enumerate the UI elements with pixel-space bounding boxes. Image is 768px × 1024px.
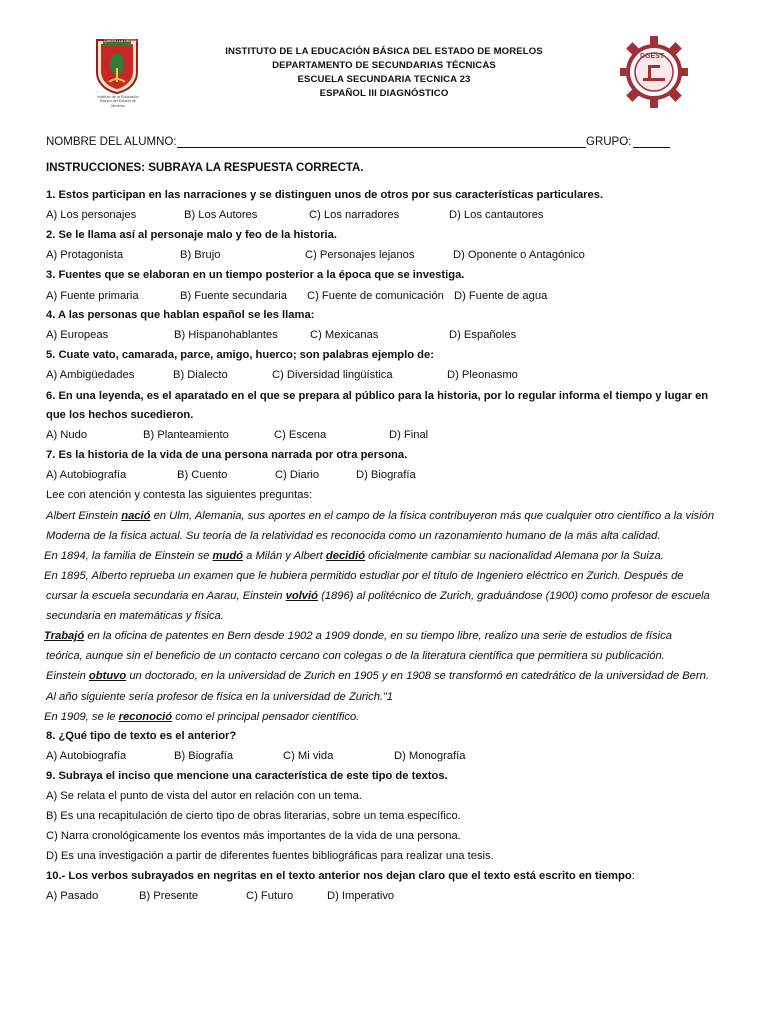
question-6-continued: que los hechos sucedieron. (46, 409, 194, 421)
q4-option-d[interactable]: D) Españoles (449, 329, 517, 341)
q6-option-a[interactable]: A) Nudo (46, 429, 88, 441)
q7-option-d[interactable]: D) Biografía (356, 469, 416, 481)
underlined-verb: reconoció (118, 711, 173, 723)
name-field[interactable] (177, 147, 586, 148)
q10-option-a[interactable]: A) Pasado (46, 890, 99, 902)
institute-title: INSTITUTO DE LA EDUCACIÓN BÁSICA DEL ESTADO DE MORELOS (225, 46, 543, 57)
q4-option-b[interactable]: B) Hispanohablantes (174, 329, 278, 341)
q6-option-c[interactable]: C) Escena (274, 429, 327, 441)
reading-line-11: En 1909, se le reconoció como el principal pensador científico. (44, 711, 360, 723)
question-9: 9. Subraya el inciso que mencione una característica de este tipo de textos. (46, 770, 448, 782)
reading-line-2: Moderna de la física actual. Su teoría de la relatividad es reconocida como un razonamiento humano de la más alta calidad. (46, 530, 661, 542)
question-3: 3. Fuentes que se elaboran en un tiempo posterior a la época que se investiga. (46, 269, 465, 281)
underlined-verb: decidió (325, 550, 366, 562)
reading-line-3: En 1894, la familia de Einstein se mudó a Milán y Albert decidió oficialmente cambiar su nacionalidad Alemana por la Suiza. (44, 550, 664, 562)
group-label: GRUPO: (586, 136, 632, 148)
q2-option-d[interactable]: D) Oponente o Antagónico (453, 249, 585, 261)
q8-option-c[interactable]: C) Mi vida (283, 750, 334, 762)
group-field[interactable] (633, 147, 670, 148)
question-6: 6. En una leyenda, es el aparatado en el que se prepara al público para la historia, por lo regular informa el tiempo y lugar en (46, 390, 709, 402)
q4-option-a[interactable]: A) Europeas (46, 329, 109, 341)
reading-line-10: Al año siguiente sería profesor de física en la universidad de Zurich.”1 (46, 691, 394, 703)
q10-option-c[interactable]: C) Futuro (246, 890, 294, 902)
reading-line-9: Einstein obtuvo un doctorado, en la universidad de Zurich en 1905 y en 1908 se transformó en catedrático de la universidad de Bern. (46, 670, 709, 682)
underlined-verb: Trabajó (44, 630, 85, 642)
underlined-verb: obtuvo (88, 670, 127, 682)
q9-option-c[interactable]: C) Narra cronológicamente los eventos más importantes de la vida de una persona. (46, 830, 461, 842)
q9-option-a[interactable]: A) Se relata el punto de vista del autor en relación con un tema. (46, 790, 362, 802)
q7-option-c[interactable]: C) Diario (275, 469, 320, 481)
department-title: DEPARTAMENTO DE SECUNDARIAS TÉCNICAS (272, 60, 496, 71)
q3-option-c[interactable]: C) Fuente de comunicación (307, 290, 444, 302)
q2-option-b[interactable]: B) Brujo (180, 249, 221, 261)
underlined-verb: mudó (212, 550, 243, 562)
question-1: 1. Estos participan en las narraciones y se distinguen unos de otros por sus características particulares. (46, 189, 604, 201)
q1-option-a[interactable]: A) Los personajes (46, 209, 137, 221)
question-5: 5. Cuate vato, camarada, parce, amigo, huerco; son palabras ejemplo de: (46, 349, 434, 361)
q7-option-b[interactable]: B) Cuento (177, 469, 228, 481)
q3-option-b[interactable]: B) Fuente secundaria (180, 290, 287, 302)
q2-option-c[interactable]: C) Personajes lejanos (305, 249, 415, 261)
dgest-logo-text: DGEST (640, 53, 665, 60)
q6-option-d[interactable]: D) Final (389, 429, 429, 441)
reading-line-5: cursar la escuela secundaria en Aarau, Einstein volvió (1896) al politécnico de Zurich, graduándose (1900) como profesor de escuela (46, 590, 710, 602)
reading-line-8: teórica, aunque sin el beneficio de un contacto cercano con colegas o de la literatura científica que permitiera su publicación. (46, 650, 665, 662)
reading-line-1: Albert Einstein nació en Ulm, Alemania, sus aportes en el campo de la física contribuyeron más que cualquier otro científico a la visión (46, 510, 715, 522)
question-2: 2. Se le llama así al personaje malo y feo de la historia. (46, 229, 338, 241)
question-4: 4. A las personas que hablan español se les llama: (46, 309, 315, 321)
question-10: 10.- Los verbos subrayados en negritas en el texto anterior nos dejan claro que el texto está escrito en tiempo: (46, 870, 635, 882)
q10-option-d[interactable]: D) Imperativo (327, 890, 395, 902)
instructions: INSTRUCCIONES: SUBRAYA LA RESPUESTA CORRECTA. (46, 162, 364, 174)
q9-option-d[interactable]: D) Es una investigación a partir de diferentes fuentes bibliográficas para realizar una tesis. (46, 850, 494, 862)
q2-option-a[interactable]: A) Protagonista (46, 249, 124, 261)
q1-option-d[interactable]: D) Los cantautores (449, 209, 544, 221)
q5-option-b[interactable]: B) Dialecto (173, 369, 228, 381)
q5-option-a[interactable]: A) Ambigüedades (46, 369, 135, 381)
q7-option-a[interactable]: A) Autobiografía (46, 469, 127, 481)
underlined-verb: nació (121, 510, 151, 522)
q3-option-d[interactable]: D) Fuente de agua (454, 290, 548, 302)
q8-option-b[interactable]: B) Biografía (174, 750, 234, 762)
reading-line-6: secundaria en matemáticas y física. (46, 610, 224, 622)
q3-option-a[interactable]: A) Fuente primaria (46, 290, 139, 302)
name-label: NOMBRE DEL ALUMNO: (46, 136, 177, 148)
underlined-verb: volvió (285, 590, 318, 602)
question-7: 7. Es la historia de la vida de una persona narrada por otra persona. (46, 449, 408, 461)
q10-option-b[interactable]: B) Presente (139, 890, 199, 902)
q5-option-c[interactable]: C) Diversidad lingüística (272, 369, 393, 381)
logo-motto: QUIERO LA TIERRA (104, 39, 137, 43)
school-title: ESCUELA SECUNDARIA TECNICA 23 (297, 74, 471, 85)
q4-option-c[interactable]: C) Mexicanas (310, 329, 379, 341)
q8-option-d[interactable]: D) Monografía (394, 750, 466, 762)
reading-line-4: En 1895, Alberto reprueba un examen que le hubiera permitido estudiar por el título de Ingeniero eléctrico en Zurich. Después de (44, 570, 684, 582)
q8-option-a[interactable]: A) Autobiografía (46, 750, 127, 762)
q1-option-b[interactable]: B) Los Autores (184, 209, 258, 221)
q9-option-b[interactable]: B) Es una recapitulación de cierto tipo de obras literarias, sobre un tema específico. (46, 810, 461, 822)
question-8: 8. ¿Qué tipo de texto es el anterior? (46, 730, 237, 742)
reading-intro: Lee con atención y contesta las siguientes preguntas: (46, 489, 313, 501)
reading-line-7: Trabajó en la oficina de patentes en Bern desde 1902 a 1909 donde, en su tiempo libre, realizo una serie de estudios de física (44, 630, 672, 642)
q5-option-d[interactable]: D) Pleonasmo (447, 369, 518, 381)
exam-title: ESPAÑOL III DIAGNÓSTICO (319, 88, 449, 99)
logo-caption: Instituto de la Educación Básica del Estado de Morelos (97, 95, 139, 108)
q6-option-b[interactable]: B) Planteamiento (143, 429, 229, 441)
q1-option-c[interactable]: C) Los narradores (309, 209, 400, 221)
